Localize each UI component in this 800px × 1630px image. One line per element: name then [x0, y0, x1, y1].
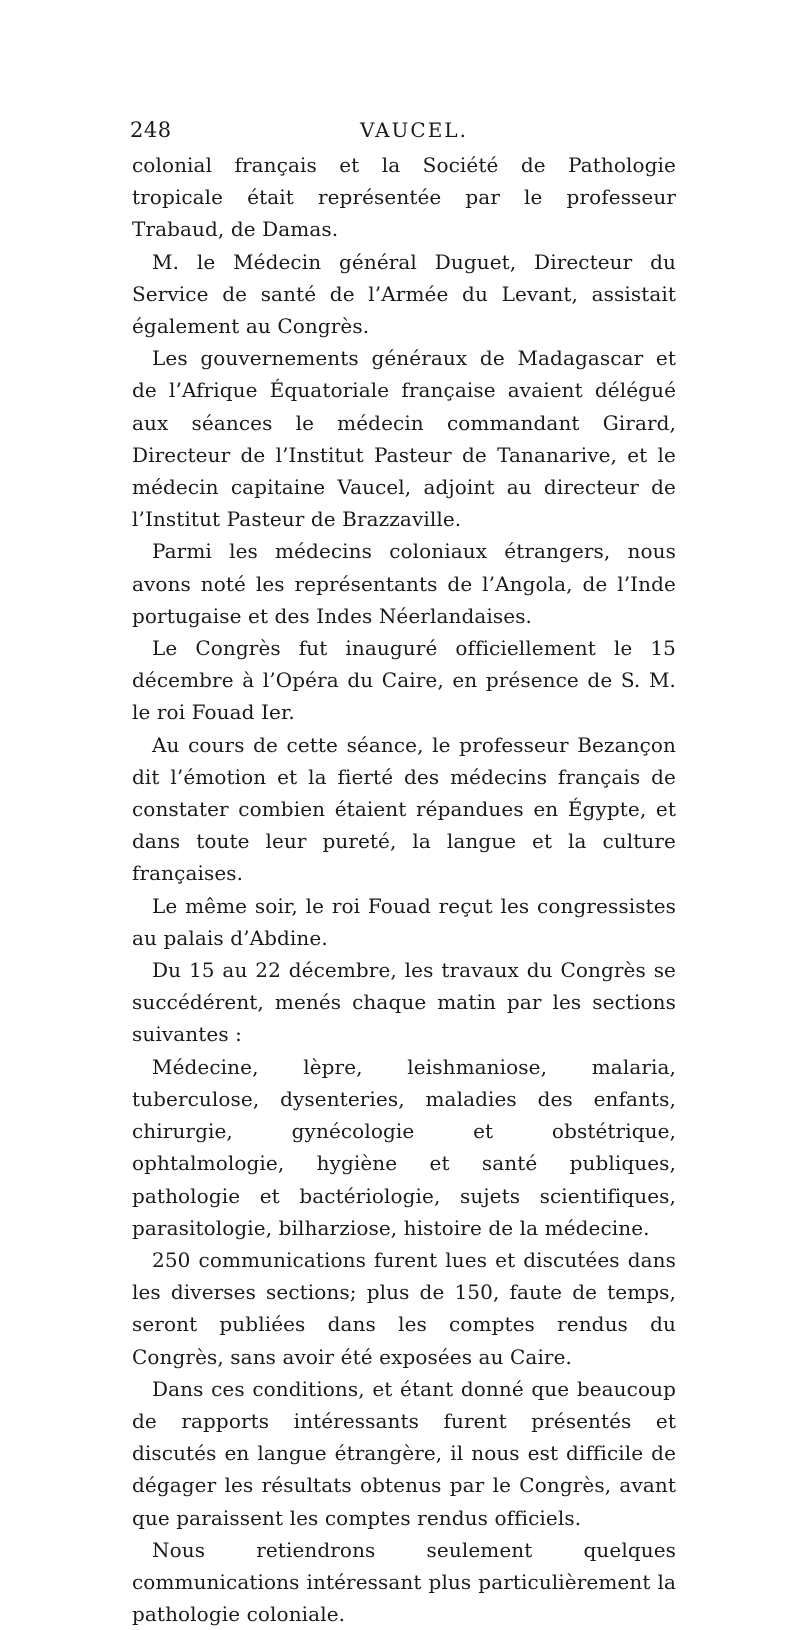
running-head: VAUCEL.: [360, 118, 468, 142]
paragraph-governments: Les gouvernements généraux de Madagascar et de l’Afrique Équatoriale française avaient délégué aux séances le médecin commandant Girard, Directeur de l’Institut Pasteur de Tananarive, et le médecin capitaine Vaucel, adjoint au directeur de l’Institut Pasteur de Brazzaville.: [132, 346, 676, 532]
paragraph-conclusion: Nous retiendrons seulement quelques communications intéressant plus particulièrement la pathologie coloniale.: [132, 1537, 676, 1627]
paragraph-sections-list: Médecine, lèpre, leishmaniose, malaria, tuberculose, dysenteries, maladies des enfants, chirurgie, gynécologie et obstétrique, ophtalmologie, hygiène et santé publiques, pathologie et bactériologie, sujets scientifiques, parasitologie, bilharziose, histoire de la médecine.: [132, 1054, 676, 1240]
paragraph-continuation: colonial français et la Société de Pathologie tropicale était représentée par le professeur Trabaud, de Damas.: [132, 153, 676, 242]
page-number: 248: [130, 118, 172, 142]
paragraph-bezancon: Au cours de cette séance, le professeur Bezançon dit l’émotion et la fierté des médecins français de constater combien étaient répandues en Égypte, et dans toute leur pureté, la langue et la culture françaises.: [132, 732, 676, 886]
paragraph-inauguration: Le Congrès fut inauguré officiellement le 15 décembre à l’Opéra du Caire, en présence de S. M. le roi Fouad Ier.: [132, 636, 676, 725]
paragraph-reception: Le même soir, le roi Fouad reçut les congressistes au palais d’Abdine.: [132, 893, 676, 950]
paragraph-conditions: Dans ces conditions, et étant donné que beaucoup de rapports intéressants furent présentés et discutés en langue étrangère, il nous est difficile de dégager les résultats obtenus par le Congrès, avant que paraissent les comptes rendus officiels.: [132, 1376, 676, 1530]
paragraph-sessions: Du 15 au 22 décembre, les travaux du Congrès se succédérent, menés chaque matin par les sections suivantes :: [132, 958, 676, 1047]
paragraph-foreign-physicians: Parmi les médecins coloniaux étrangers, nous avons noté les représentants de l’Angola, de l’Inde portugaise et des Indes Néerlandaises.: [132, 539, 676, 628]
paragraph-communications: 250 communications furent lues et discutées dans les diverses sections; plus de 150, faute de temps, seront publiées dans les comptes rendus du Congrès, sans avoir été exposées au Caire.: [132, 1247, 676, 1369]
paragraph-duguet: M. le Médecin général Duguet, Directeur du Service de santé de l’Armée du Levant, assistait également au Congrès.: [132, 249, 676, 339]
body-text: [132, 149, 676, 1630]
page-header: [130, 118, 670, 146]
